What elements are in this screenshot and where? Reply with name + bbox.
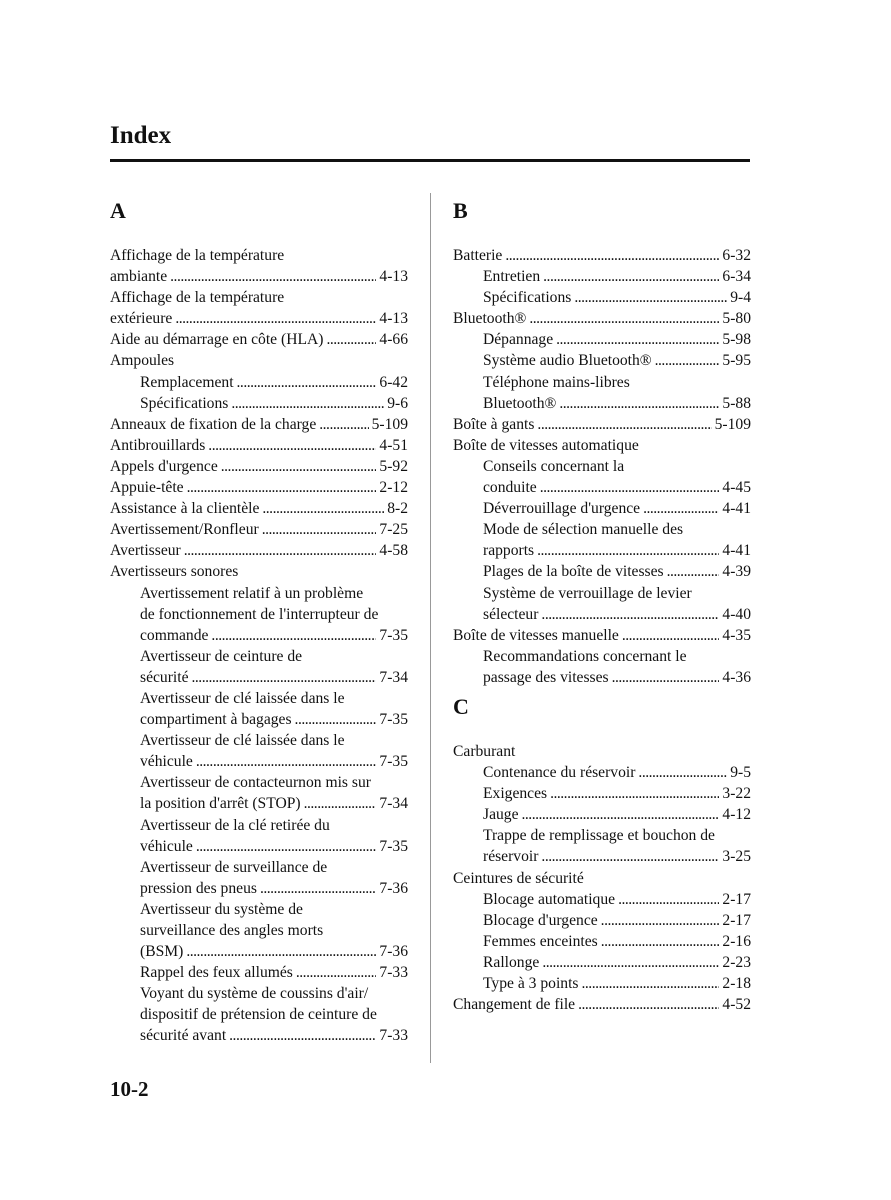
entry-text: Ceintures de sécurité xyxy=(453,869,584,887)
entry-page-ref: 4-13 xyxy=(379,268,408,286)
dot-leader xyxy=(559,393,719,414)
entry-page-ref: 4-35 xyxy=(722,626,751,644)
entry-page-ref: 6-32 xyxy=(722,247,751,264)
entry-text: Trappe de remplissage et bouchon de xyxy=(483,827,715,845)
index-entry xyxy=(110,329,408,350)
column-divider xyxy=(430,193,431,1063)
index-entry xyxy=(110,540,408,561)
entry-text: Bluetooth® xyxy=(483,394,557,412)
index-subentry xyxy=(453,287,751,308)
entry-page-ref: 2-12 xyxy=(379,479,408,497)
entry-page-ref: 7-33 xyxy=(379,1027,408,1045)
index-entry xyxy=(453,435,751,456)
entry-text: Type à 3 points xyxy=(483,975,579,992)
index-entry xyxy=(110,477,408,498)
index-subentry xyxy=(453,498,751,519)
entry-text: sécurité xyxy=(140,668,189,686)
entry-page-ref: 7-25 xyxy=(379,521,408,539)
entry-text: Carburant xyxy=(453,742,516,760)
index-entry xyxy=(453,994,751,1015)
index-subentry xyxy=(110,393,408,414)
entry-text: Mode de sélection manuelle des xyxy=(483,521,684,539)
entry-page-ref: 7-33 xyxy=(379,964,408,982)
entry-text: Téléphone mains-libres xyxy=(483,373,630,391)
entry-text: (BSM) xyxy=(140,943,184,961)
entry-text: véhicule xyxy=(140,837,193,855)
index-entry xyxy=(110,308,408,329)
index-subentry xyxy=(110,899,408,920)
dot-leader xyxy=(184,540,377,561)
index-subentry xyxy=(110,836,408,857)
dot-leader xyxy=(574,287,727,308)
index-entry xyxy=(110,456,408,477)
entry-page-ref: 6-42 xyxy=(379,373,408,391)
dot-leader xyxy=(211,625,376,646)
entry-text: Rallonge xyxy=(483,953,540,971)
entry-text: Batterie xyxy=(453,247,503,264)
index-subentry xyxy=(453,973,751,994)
entry-text: commande xyxy=(140,626,209,644)
entry-text: extérieure xyxy=(110,310,173,328)
entry-text: Déverrouillage d'urgence xyxy=(483,500,641,518)
entry-text: réservoir xyxy=(483,848,539,866)
entry-text: Avertisseur de surveillance de xyxy=(140,858,328,876)
index-subentry xyxy=(110,667,408,688)
index-subentry xyxy=(110,983,408,1004)
index-subentry xyxy=(453,372,751,393)
index-subentry xyxy=(453,583,751,604)
entry-page-ref: 4-58 xyxy=(379,542,408,560)
dot-leader xyxy=(187,477,377,498)
dot-leader xyxy=(643,498,719,519)
dot-leader xyxy=(262,498,384,519)
entry-page-ref: 7-34 xyxy=(379,795,408,813)
entry-text: Aide au démarrage en côte (HLA) xyxy=(110,331,324,349)
index-subentry xyxy=(453,266,751,287)
index-entry xyxy=(110,414,408,435)
entry-text: Avertissement relatif à un problème xyxy=(140,584,364,602)
entry-text: Avertisseur de contacteurnon mis sur xyxy=(140,774,371,792)
dot-leader xyxy=(543,266,719,287)
entry-page-ref: 7-35 xyxy=(379,711,408,729)
entry-text: Système de verrouillage de levier xyxy=(483,584,692,602)
dot-leader xyxy=(537,414,711,435)
dot-leader xyxy=(175,308,376,329)
dot-leader xyxy=(231,393,384,414)
page-number: 10-2 xyxy=(110,1077,149,1101)
entry-page-ref: 5-109 xyxy=(714,415,751,433)
entry-page-ref: 5-92 xyxy=(379,457,408,475)
entry-page-ref: 7-35 xyxy=(379,753,408,771)
entry-text: Blocage d'urgence xyxy=(483,911,598,929)
section-letter: A xyxy=(110,198,126,223)
entry-page-ref: 9-5 xyxy=(730,764,751,782)
dot-leader xyxy=(550,783,719,804)
dot-leader xyxy=(192,667,377,688)
index-entry xyxy=(110,245,408,266)
index-subentry xyxy=(453,804,751,825)
entry-page-ref: 2-18 xyxy=(722,975,751,992)
entry-page-ref: 5-95 xyxy=(722,352,751,370)
entry-text: Système audio Bluetooth® xyxy=(483,352,652,370)
entry-text: Recommandations concernant le xyxy=(483,647,687,665)
entry-page-ref: 2-17 xyxy=(722,890,751,908)
entry-page-ref: 4-13 xyxy=(379,310,408,328)
index-subentry xyxy=(110,772,408,793)
section-letter: C xyxy=(453,693,469,719)
index-subentry xyxy=(453,762,751,783)
dot-leader xyxy=(208,435,376,456)
entry-text: de fonctionnement de l'interrupteur de xyxy=(140,605,379,623)
entry-text: Anneaux de fixation de la charge xyxy=(110,415,317,433)
index-entry xyxy=(110,287,408,308)
entry-text: Boîte à gants xyxy=(453,415,535,433)
entry-text: passage des vitesses xyxy=(483,668,609,686)
index-subentry xyxy=(453,889,751,910)
entry-text: Ampoules xyxy=(110,352,175,370)
entry-page-ref: 2-17 xyxy=(722,911,751,929)
entry-page-ref: 6-34 xyxy=(722,268,751,286)
index-subentry xyxy=(110,962,408,983)
entry-text: Changement de file xyxy=(453,996,576,1014)
entry-page-ref: 9-6 xyxy=(387,394,408,412)
entry-page-ref: 3-22 xyxy=(722,785,751,803)
dot-leader xyxy=(578,994,719,1015)
entry-page-ref: 4-41 xyxy=(722,542,751,560)
entry-text: la position d'arrêt (STOP) xyxy=(140,795,301,813)
entry-text: Voyant du système de coussins d'air/ xyxy=(140,985,369,1003)
dot-leader xyxy=(537,540,719,561)
index-subentry xyxy=(110,751,408,772)
index-entry xyxy=(110,498,408,519)
index-subentry xyxy=(453,846,751,867)
entry-text: Boîte de vitesses automatique xyxy=(453,436,639,454)
entry-text: Spécifications xyxy=(140,394,229,412)
index-entry xyxy=(453,245,751,266)
entry-text: Avertisseur de la clé retirée du xyxy=(140,816,330,834)
entry-text: Avertisseur xyxy=(110,542,181,560)
index-entry xyxy=(110,435,408,456)
entry-text: Avertisseur du système de xyxy=(140,900,303,918)
entry-page-ref: 2-23 xyxy=(722,953,751,971)
dot-leader xyxy=(262,519,377,540)
entry-text: Antibrouillards xyxy=(110,436,206,454)
index-column-left xyxy=(110,193,408,1047)
entry-text: Femmes enceintes xyxy=(483,932,598,950)
entry-text: Avertisseur de clé laissée dans le xyxy=(140,689,345,707)
index-entries-b xyxy=(453,245,751,688)
entry-page-ref: 5-88 xyxy=(722,394,751,412)
dot-leader xyxy=(296,962,377,983)
index-entries-c xyxy=(453,741,751,1015)
index-subentry xyxy=(453,952,751,973)
index-column-right xyxy=(453,193,751,1015)
entry-page-ref: 3-25 xyxy=(722,848,751,866)
dot-leader xyxy=(196,836,377,857)
entry-page-ref: 4-39 xyxy=(722,563,751,581)
entry-page-ref: 4-40 xyxy=(722,605,751,623)
index-entry xyxy=(453,308,751,329)
index-subentry xyxy=(110,646,408,667)
index-subentry xyxy=(453,329,751,350)
dot-leader xyxy=(601,910,720,931)
index-subentry xyxy=(453,561,751,582)
dot-leader xyxy=(556,329,719,350)
entry-text: véhicule xyxy=(140,753,193,771)
entry-page-ref: 9-4 xyxy=(730,289,751,307)
entry-text: Conseils concernant la xyxy=(483,457,625,475)
dot-leader xyxy=(618,889,719,910)
index-entry xyxy=(453,868,751,889)
entry-text: sécurité avant xyxy=(140,1027,227,1045)
index-subentry xyxy=(110,878,408,899)
entry-text: surveillance des angles morts xyxy=(140,922,324,939)
dot-leader xyxy=(186,941,376,962)
index-entries-a xyxy=(110,245,408,1047)
entry-text: pression des pneus xyxy=(140,879,257,897)
entry-text: ambiante xyxy=(110,268,168,286)
dot-leader xyxy=(541,846,719,867)
index-entry xyxy=(453,741,751,762)
index-subentry xyxy=(110,1004,408,1025)
index-subentry xyxy=(453,456,751,477)
dot-leader xyxy=(638,762,727,783)
index-subentry xyxy=(110,920,408,941)
dot-leader xyxy=(655,350,720,371)
index-subentry xyxy=(110,625,408,646)
entry-page-ref: 7-34 xyxy=(379,668,408,686)
dot-leader xyxy=(622,625,720,646)
entry-page-ref: 5-109 xyxy=(371,415,408,433)
entry-text: sélecteur xyxy=(483,605,539,623)
entry-page-ref: 4-52 xyxy=(722,996,751,1014)
index-subentry xyxy=(453,646,751,667)
dot-leader xyxy=(522,804,720,825)
entry-text: rapports xyxy=(483,542,535,560)
dot-leader xyxy=(505,245,719,266)
entry-text: Plages de la boîte de vitesses xyxy=(483,563,664,581)
entry-page-ref: 4-66 xyxy=(379,331,408,349)
entry-text: Avertisseurs sonores xyxy=(110,563,239,581)
entry-text: compartiment à bagages xyxy=(140,711,292,729)
entry-text: Blocage automatique xyxy=(483,890,616,908)
entry-text: Dépannage xyxy=(483,331,554,349)
index-subentry xyxy=(110,709,408,730)
dot-leader xyxy=(260,878,376,899)
entry-text: Appels d'urgence xyxy=(110,457,218,475)
entry-page-ref: 7-36 xyxy=(379,879,408,897)
index-subentry xyxy=(453,667,751,688)
dot-leader xyxy=(319,414,368,435)
entry-text: Spécifications xyxy=(483,289,572,307)
index-subentry xyxy=(110,793,408,814)
entry-text: Affichage de la température xyxy=(110,247,285,264)
dot-leader xyxy=(601,931,720,952)
entry-text: Rappel des feux allumés xyxy=(140,964,293,982)
dot-leader xyxy=(542,952,719,973)
index-entry xyxy=(110,350,408,371)
entry-page-ref: 5-98 xyxy=(722,331,751,349)
index-subentry xyxy=(453,519,751,540)
index-subentry xyxy=(110,941,408,962)
dot-leader xyxy=(237,372,377,393)
dot-leader xyxy=(229,1025,376,1046)
entry-page-ref: 7-35 xyxy=(379,626,408,644)
dot-leader xyxy=(667,561,720,582)
entry-page-ref: 4-12 xyxy=(722,806,751,824)
index-subentry xyxy=(110,1025,408,1046)
entry-text: Jauge xyxy=(483,806,519,824)
entry-text: Affichage de la température xyxy=(110,289,285,307)
index-subentry xyxy=(453,393,751,414)
dot-leader xyxy=(540,477,720,498)
entry-page-ref: 8-2 xyxy=(387,500,408,518)
index-subentry xyxy=(453,350,751,371)
index-subentry xyxy=(110,815,408,836)
dot-leader xyxy=(326,329,376,350)
dot-leader xyxy=(304,793,377,814)
entry-page-ref: 4-51 xyxy=(379,436,408,454)
dot-leader xyxy=(196,751,377,772)
index-subentry xyxy=(453,783,751,804)
index-subentry xyxy=(453,910,751,931)
index-subentry xyxy=(453,540,751,561)
index-subentry xyxy=(110,372,408,393)
index-subentry xyxy=(110,857,408,878)
entry-page-ref: 5-80 xyxy=(722,310,751,328)
entry-text: Remplacement xyxy=(140,373,234,391)
dot-leader xyxy=(170,266,376,287)
entry-page-ref: 4-45 xyxy=(722,479,751,497)
index-entry xyxy=(110,266,408,287)
entry-text: Contenance du réservoir xyxy=(483,764,636,782)
entry-text: Appuie-tête xyxy=(110,479,184,497)
entry-text: Bluetooth® xyxy=(453,310,527,328)
index-subentry xyxy=(110,604,408,625)
dot-leader xyxy=(541,604,719,625)
entry-text: Exigences xyxy=(483,785,548,803)
entry-text: dispositif de prétension de ceinture de xyxy=(140,1006,377,1024)
index-subentry xyxy=(453,825,751,846)
dot-leader xyxy=(582,973,720,994)
index-subentry xyxy=(453,604,751,625)
entry-page-ref: 4-36 xyxy=(722,668,751,686)
entry-page-ref: 2-16 xyxy=(722,932,751,950)
dot-leader xyxy=(529,308,719,329)
entry-text: Boîte de vitesses manuelle xyxy=(453,626,619,644)
index-subentry xyxy=(453,931,751,952)
entry-text: Avertisseur de clé laissée dans le xyxy=(140,732,345,750)
index-subentry xyxy=(453,477,751,498)
index-entry xyxy=(110,519,408,540)
index-entry xyxy=(110,561,408,582)
entry-text: Avertisseur de ceinture de xyxy=(140,647,303,665)
dot-leader xyxy=(612,667,720,688)
entry-page-ref: 4-41 xyxy=(722,500,751,518)
page-title: Index xyxy=(110,122,172,149)
section-letter: B xyxy=(453,198,468,223)
index-subentry xyxy=(110,688,408,709)
entry-page-ref: 7-35 xyxy=(379,837,408,855)
entry-text: Entretien xyxy=(483,268,541,286)
entry-text: conduite xyxy=(483,479,537,497)
entry-text: Assistance à la clientèle xyxy=(110,500,260,518)
entry-text: Avertissement/Ronfleur xyxy=(110,521,259,539)
entry-page-ref: 7-36 xyxy=(379,943,408,961)
title-rule xyxy=(110,159,750,162)
index-entry xyxy=(453,625,751,646)
dot-leader xyxy=(295,709,377,730)
index-subentry xyxy=(110,730,408,751)
dot-leader xyxy=(221,456,377,477)
index-entry xyxy=(453,414,751,435)
index-subentry xyxy=(110,583,408,604)
